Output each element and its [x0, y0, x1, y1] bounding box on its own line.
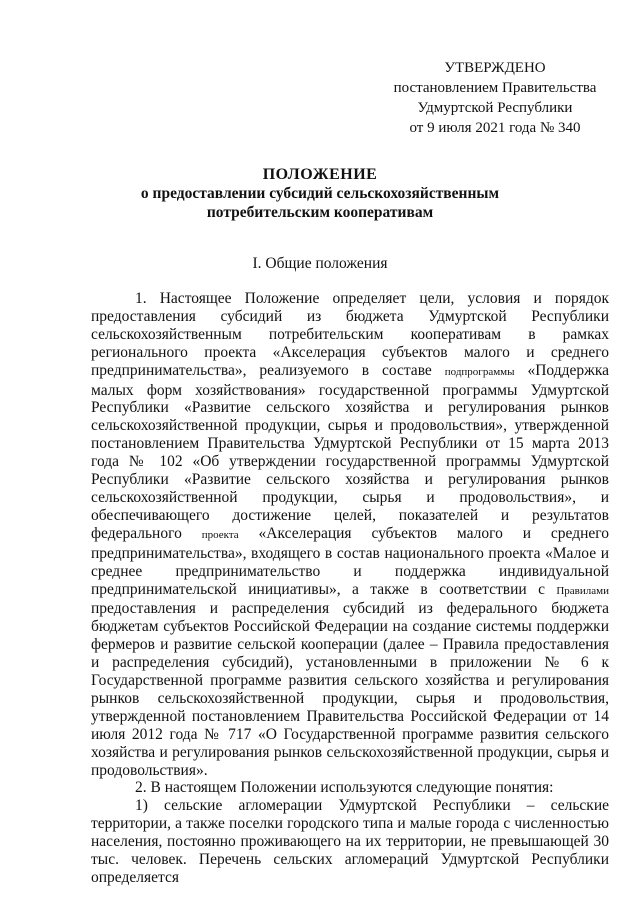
- paragraph-1: [91, 290, 609, 779]
- approval-stamp: [380, 58, 610, 138]
- title-subtitle-line-1: о предоставлении субсидий сельскохозяйственным: [140, 185, 500, 202]
- paragraph-3: 1) сельские агломерации Удмуртской Республики – сельские территории, а также поселки городского типа и малые города с численностью населения, постоянно проживающего на их территории, не превышающей 30 тыс. человек. Перечень сельских агломераций Удмуртской Республики определяется: [91, 797, 609, 886]
- title-main: ПОЛОЖЕНИЕ: [262, 166, 378, 183]
- paragraph-1-part-d: предоставления и распределения субсидий из федерального бюджета бюджетам субъектов Российской Федерации на создание системы поддержки фермеров и развитие сельской кооперации (далее – Правила предоставления и распределения субсидий), установленными в приложении № 6 к Государственной программе развития сельского хозяйства и регулирования рынков сельскохозяйственной продукции, сырья и продовольствия, утвержденной постановлением Правительства Российской Федерации от 14 июля 2012 года № 717 «О Государственной программе развития сельского хозяйства и регулирования рынков сельскохозяйственной продукции, сырья и продовольствия».: [91, 600, 609, 779]
- paragraph-1-part-b: «Поддержка малых форм хозяйствования» государственной программы Удмуртской Республики «Развитие сельского хозяйства и регулирования рынков сельскохозяйственной продукции, сырья и продовольствия», утвержденной постановлением Правительства Удмуртской Республики от 15 марта 2013 года № 102 «Об утверждении государственной программы Удмуртской Республики «Развитие сельского хозяйства и регулирования рынков сельскохозяйственной продукции, сырья и продовольствия», и обеспечивающего достижение целей, показателей и результатов федерального: [91, 361, 609, 542]
- paragraph-2: 2. В настоящем Положении используются следующие понятия:: [135, 779, 554, 797]
- paragraph-1-small-word-2: проекта: [201, 528, 239, 541]
- paragraph-1-part-c: «Акселерация субъектов малого и среднего предпринимательства», входящего в состав национального проекта «Малое и среднее предпринимательство и поддержка индивидуальной предпринимательской инициативы», а также в соответствии с: [91, 524, 609, 598]
- paragraph-1-small-word-3: Правилами: [556, 584, 609, 597]
- document-title: [0, 165, 640, 222]
- approval-heading: УТВЕРЖДЕНО: [444, 60, 546, 76]
- section-heading: I. Общие положения: [252, 255, 388, 272]
- approval-authority: постановлением Правительства: [393, 80, 597, 96]
- title-subtitle-line-2: потребительским кооперативам: [206, 204, 434, 221]
- approval-region: Удмуртской Республики: [417, 100, 573, 116]
- approval-date-number: от 9 июля 2021 года № 340: [409, 120, 581, 136]
- document-body: [91, 290, 609, 887]
- paragraph-1-small-word-1: подпрограммы: [444, 365, 515, 378]
- paragraph-1-part-a: 1. Настоящее Положение определяет цели, условия и порядок предоставления субсидий из бюджета Удмуртской Республики сельскохозяйственным потребительским кооперативам в рамках регионального проекта «Акселерация субъектов малого и среднего предпринимательства», реализуемого в составе: [91, 290, 609, 379]
